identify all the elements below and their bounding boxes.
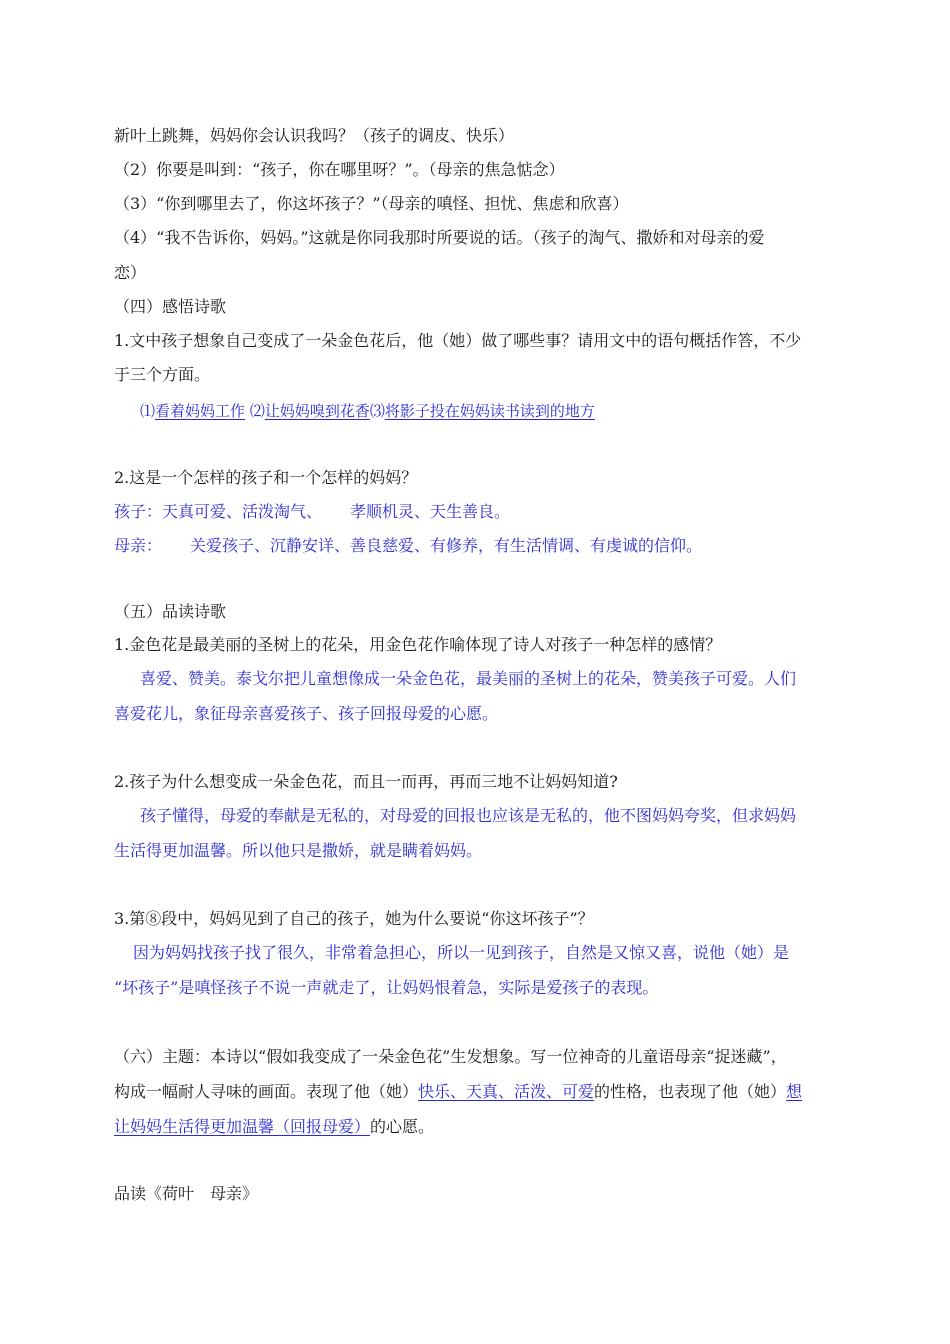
question: 于三个方面。	[114, 365, 211, 384]
answer-number: ⑶	[369, 402, 385, 420]
answer-number: ⑵	[249, 402, 265, 420]
theme-paragraph: 让妈妈生活得更加温馨（回报母爱）的心愿。	[114, 1117, 435, 1136]
theme-answer: 快乐、天真、活泼、可爱	[418, 1082, 595, 1101]
answer-text: 生活得更加温馨。所以他只是撒娇，就是瞒着妈妈。	[114, 841, 483, 860]
answer-text: 喜爱、赞美。泰戈尔把儿童想像成一朵金色花，最美丽的圣树上的花朵，赞美孩子可爱。人们	[140, 669, 797, 688]
question: 2.这是一个怎样的孩子和一个怎样的妈妈？	[114, 468, 418, 487]
answer-child: 孩子：天真可爱、活泼淘气、 孝顺机灵、天生善良。	[114, 502, 511, 521]
answer-text: 因为妈妈找孩子找了很久，非常着急担心，所以一见到孩子，自然是又惊又喜，说他（她）是	[133, 943, 790, 962]
answer-item: 看着妈妈工作	[155, 402, 246, 420]
answer-text: 喜爱花儿，象征母亲喜爱孩子、孩子回报母爱的心愿。	[114, 704, 499, 723]
answer-item: 让妈妈嗅到花香	[264, 402, 370, 420]
question: 1.金色花是最美丽的圣树上的花朵，用金色花作喻体现了诗人对孩子一种怎样的感情？	[114, 635, 722, 654]
text-line: （4）“我不告诉你，妈妈。”这就是你同我那时所要说的话。（孩子的淘气、撒娇和对母亲的爱	[114, 228, 765, 247]
question: 3.第⑧段中，妈妈见到了自己的孩子，她为什么要说“你这坏孩子”？	[114, 909, 594, 928]
answer-text: 孩子懂得，母爱的奉献是无私的，对母爱的回报也应该是无私的，他不图妈妈夸奖，但求妈妈	[140, 806, 797, 825]
answer-list	[140, 400, 595, 422]
text-line: （2）你要是叫到：“孩子，你在哪里呀？”。（母亲的焦急惦念）	[114, 160, 565, 179]
theme-paragraph: 构成一幅耐人寻味的画面。表现了他（她）快乐、天真、活泼、可爱的性格，也表现了他（她）想	[114, 1082, 803, 1101]
text-line: 新叶上跳舞，妈妈你会认识我吗？（孩子的调皮、快乐）	[114, 126, 515, 145]
section-heading: （五）品读诗歌	[114, 602, 227, 621]
question: 1.文中孩子想象自己变成了一朵金色花后，他（她）做了哪些事？请用文中的语句概括作答，不少	[114, 331, 802, 350]
theme-answer: 想	[786, 1082, 803, 1101]
text-line: 恋）	[114, 263, 147, 282]
next-section-title: 品读《荷叶 母亲》	[114, 1184, 259, 1203]
question: 2.孩子为什么想变成一朵金色花，而且一而再，再而三地不让妈妈知道?	[114, 772, 618, 791]
section-heading: （四）感悟诗歌	[114, 297, 227, 316]
answer-mother: 母亲： 关爱孩子、沉静安详、善良慈爱、有修养，有生活情调、有虔诚的信仰。	[114, 536, 703, 555]
theme-paragraph: （六）主题：本诗以“假如我变成了一朵金色花”生发想象。写一位神奇的儿童语母亲“捉迷藏”，	[114, 1047, 787, 1066]
text-line: （3）“你到哪里去了，你这坏孩子？”（母亲的嗔怪、担忧、焦虑和欣喜）	[114, 194, 629, 213]
theme-answer: 让妈妈生活得更加温馨（回报母爱）	[114, 1117, 371, 1136]
answer-text: “坏孩子”是嗔怪孩子不说一声就走了，让妈妈恨着急，实际是爱孩子的表现。	[114, 978, 659, 997]
answer-item: 将影子投在妈妈读书读到的地方	[384, 402, 595, 420]
answer-number: ⑴	[140, 402, 156, 420]
